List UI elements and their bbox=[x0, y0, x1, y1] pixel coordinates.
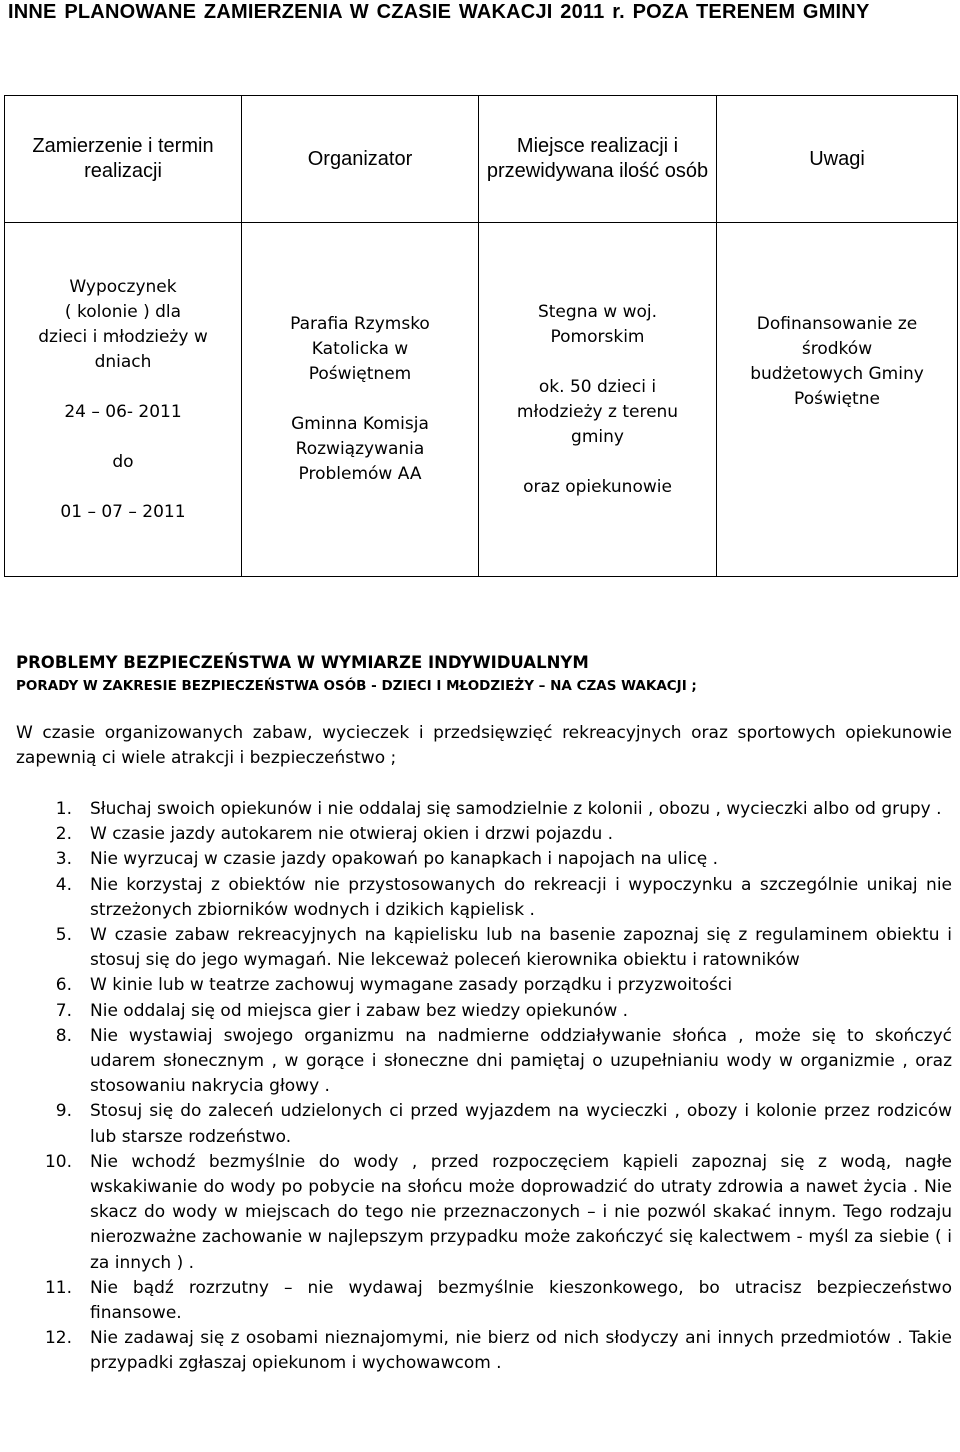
list-item-text: Nie korzystaj z obiektów nie przystosowanych do rekreacji i wypoczynku a szczególnie unikaj nie strzeżonych zbiorników wodnych i dzikich kąpielisk . bbox=[90, 874, 952, 920]
list-item bbox=[16, 999, 952, 1024]
list-item-number: 6. bbox=[55, 975, 72, 996]
list-item bbox=[16, 1326, 952, 1376]
cell-line: Pomorskim bbox=[550, 326, 645, 347]
list-item bbox=[16, 973, 952, 998]
list-item-text: W czasie jazdy autokarem nie otwieraj okien i drzwi pojazdu . bbox=[90, 824, 614, 845]
cell-line: młodzieży z terenu bbox=[516, 401, 679, 422]
cell-activity bbox=[5, 223, 242, 577]
section-subtitle: PORADY W ZAKRESIE BEZPIECZEŃSTWA OSÓB - DZIECI I MŁODZIEŻY – NA CZAS WAKACJI ; bbox=[16, 678, 697, 694]
cell-notes bbox=[717, 223, 958, 577]
list-item bbox=[16, 1150, 952, 1276]
list-item bbox=[16, 822, 952, 847]
cell-line: Problemów AA bbox=[298, 464, 422, 484]
cell-line: środków bbox=[801, 339, 873, 359]
list-item-text: Nie oddalaj się od miejsca gier i zabaw bez wiedzy opiekunów . bbox=[90, 1000, 629, 1021]
header-organizer: Organizator bbox=[242, 96, 479, 223]
cell-line: 24 – 06- 2011 bbox=[64, 401, 182, 422]
cell-line: do bbox=[112, 451, 134, 472]
list-item bbox=[16, 1099, 952, 1149]
list-item-text: Nie wyrzucaj w czasie jazdy opakowań po kanapkach i napojach na ulicę . bbox=[90, 849, 718, 870]
list-item bbox=[16, 873, 952, 923]
cell-line: Stegna w woj. bbox=[537, 301, 658, 322]
cell-line: ( kolonie ) dla bbox=[64, 301, 182, 322]
cell-line: dniach bbox=[94, 351, 152, 372]
header-notes: Uwagi bbox=[717, 96, 958, 223]
cell-line: Poświętne bbox=[794, 389, 880, 409]
cell-line: Wypoczynek bbox=[69, 276, 177, 297]
cell-line: budżetowych Gminy bbox=[750, 364, 924, 384]
cell-line: dzieci i młodzieży w bbox=[38, 326, 208, 347]
list-item bbox=[16, 1024, 952, 1100]
cell-line: Rozwiązywania bbox=[295, 439, 425, 459]
cell-line: ok. 50 dzieci i bbox=[538, 376, 657, 397]
header-activity: Zamierzenie i termin realizacji bbox=[5, 96, 242, 223]
list-item-text: Nie bądź rozrzutny – nie wydawaj bezmyślnie kieszonkowego, bo utracisz bezpieczeństwo finansowe. bbox=[90, 1277, 952, 1324]
list-item-number: 11. bbox=[44, 1277, 72, 1298]
cell-line: gminy bbox=[571, 426, 624, 447]
list-item-number: 12. bbox=[44, 1328, 72, 1349]
list-item-number: 1. bbox=[55, 799, 72, 819]
section-title: PROBLEMY BEZPIECZEŃSTWA W WYMIARZE INDYWIDUALNYM bbox=[16, 653, 589, 672]
safety-rules-list bbox=[16, 797, 952, 1377]
cell-location bbox=[479, 223, 717, 577]
cell-line: Katolicka w bbox=[311, 339, 409, 359]
intro-paragraph: W czasie organizowanych zabaw, wycieczek i przedsięwzięć rekreacyjnych oraz sportowych opiekunowie zapewnią ci wiele atrakcji i bezpieczeństwo ; bbox=[16, 723, 952, 768]
cell-line: oraz opiekunowie bbox=[523, 476, 672, 497]
list-item bbox=[16, 797, 952, 822]
list-item-text: Nie zadawaj się z osobami nieznajomymi, nie bierz od nich słodyczy ani innych przedmiotów . Takie przypadki zgłaszaj opiekunom i wychowawcom . bbox=[90, 1328, 952, 1374]
cell-line: Gminna Komisja bbox=[291, 414, 429, 434]
cell-organizer bbox=[242, 223, 479, 577]
list-item bbox=[16, 847, 952, 872]
list-item bbox=[16, 1276, 952, 1326]
list-item-text: Stosuj się do zaleceń udzielonych ci przed wyjazdem na wycieczki , obozy i kolonie przez rodziców lub starsze rodzeństwo. bbox=[90, 1101, 952, 1147]
list-item-number: 4. bbox=[55, 874, 72, 895]
plan-table bbox=[4, 95, 958, 577]
list-item bbox=[16, 923, 952, 973]
cell-line: Dofinansowanie ze bbox=[756, 314, 918, 334]
list-item-number: 7. bbox=[55, 1000, 72, 1021]
page-heading: INNE PLANOWANE ZAMIERZENIA W CZASIE WAKACJI 2011 r. POZA TERENEM GMINY bbox=[8, 1, 870, 23]
list-item-text: W kinie lub w teatrze zachowuj wymagane zasady porządku i przyzwoitości bbox=[90, 975, 733, 996]
list-item-number: 8. bbox=[55, 1025, 72, 1046]
list-item-number: 5. bbox=[55, 925, 72, 946]
list-item-text: Nie wchodź bezmyślnie do wody , przed rozpoczęciem kąpieli zapoznaj się z wodą, nagłe wskakiwanie do wody po pobycie na słońcu może doprowadzić do utraty zdrowia a nawet życia . Nie skacz do wody w miejscach do tego nie przeznaczonych – i nie pozwól skakać innym. Tego rodzaju nierozważne zachowanie w najlepszym przypadku może zakończyć się kalectwem - myśl za siebie ( i za innych ) . bbox=[90, 1151, 952, 1273]
list-item-number: 10. bbox=[44, 1151, 72, 1172]
header-location: Miejsce realizacji i przewidywana ilość osób bbox=[479, 96, 717, 223]
cell-line: Poświętnem bbox=[308, 364, 412, 384]
cell-line: Parafia Rzymsko bbox=[290, 314, 430, 334]
list-item-number: 9. bbox=[55, 1101, 72, 1122]
list-item-number: 2. bbox=[55, 824, 72, 845]
table-row bbox=[5, 223, 958, 577]
table-header-row bbox=[5, 96, 958, 223]
cell-line: 01 – 07 – 2011 bbox=[60, 501, 186, 522]
list-item-text: Nie wystawiaj swojego organizmu na nadmierne oddziaływanie słońca , może się to skończyć udarem słonecznym , w gorące i słoneczne dni pamiętaj o uzupełnianiu wody w organizmie , oraz stosowaniu nakrycia głowy . bbox=[90, 1025, 952, 1097]
list-item-number: 3. bbox=[55, 849, 72, 870]
list-item-text: W czasie zabaw rekreacyjnych na kąpielisku lub na basenie zapoznaj się z regulaminem obiektu i stosuj się do jego wymagań. Nie lekceważ poleceń kierownika obiektu i ratowników bbox=[90, 925, 952, 971]
list-item-text: Słuchaj swoich opiekunów i nie oddalaj się samodzielnie z kolonii , obozu , wycieczki albo od grupy . bbox=[90, 799, 942, 819]
